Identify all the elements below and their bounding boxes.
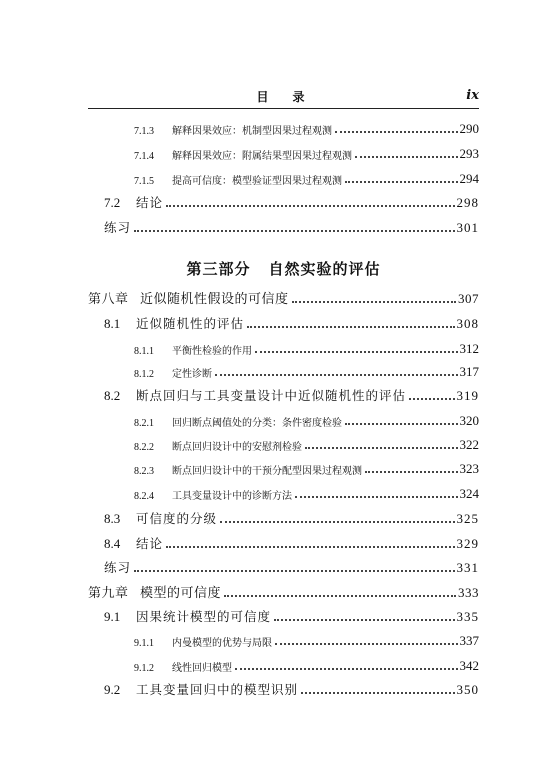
entry-page: 323 bbox=[459, 461, 479, 476]
entry-number: 8.4 bbox=[104, 536, 121, 551]
leader-dots bbox=[409, 398, 454, 400]
toc-entry[interactable] bbox=[104, 388, 479, 404]
entry-title: 模型的可信度 bbox=[140, 586, 222, 601]
entry-title: 断点回归设计中的干预分配型因果过程观测 bbox=[172, 466, 362, 477]
entry-title: 内曼模型的优势与局限 bbox=[172, 638, 272, 649]
toc-entry[interactable] bbox=[104, 316, 479, 332]
leader-dots bbox=[255, 351, 458, 353]
entry-page: 298 bbox=[456, 195, 479, 210]
entry-number: 8.2.3 bbox=[134, 466, 154, 477]
toc-entry[interactable] bbox=[104, 609, 479, 625]
leader-dots bbox=[134, 230, 454, 232]
entry-number: 7.1.3 bbox=[134, 126, 154, 137]
toc-entry[interactable] bbox=[134, 121, 479, 137]
leader-dots bbox=[166, 205, 454, 207]
entry-number: 9.1 bbox=[104, 609, 121, 624]
part-title: 自然实验的评估 bbox=[268, 260, 381, 278]
toc-entry[interactable] bbox=[104, 220, 479, 236]
toc-entry[interactable] bbox=[104, 560, 479, 576]
leader-dots bbox=[345, 423, 458, 425]
leader-dots bbox=[365, 471, 458, 473]
entry-title: 提高可信度：模型验证型因果过程观测 bbox=[172, 176, 342, 187]
entry-page: 329 bbox=[456, 536, 479, 551]
toc-entry[interactable] bbox=[134, 413, 479, 429]
toc-entry[interactable] bbox=[134, 461, 479, 477]
toc-entry[interactable] bbox=[104, 536, 479, 552]
leader-dots bbox=[345, 181, 458, 183]
entry-title: 解释因果效应：附属结果型因果过程观测 bbox=[172, 151, 352, 162]
leader-dots bbox=[235, 668, 458, 670]
entry-page: 322 bbox=[459, 437, 479, 452]
entry-page: 325 bbox=[456, 511, 479, 526]
entry-number: 8.2.4 bbox=[134, 491, 154, 502]
entry-page: 290 bbox=[459, 121, 479, 136]
entry-title: 练习 bbox=[104, 560, 132, 575]
running-header bbox=[88, 88, 479, 106]
leader-dots bbox=[166, 546, 454, 548]
entry-title: 结论 bbox=[136, 536, 164, 551]
toc-entry[interactable] bbox=[104, 682, 479, 698]
leader-dots bbox=[335, 131, 458, 133]
entry-page: 308 bbox=[456, 316, 479, 331]
entry-number: 9.2 bbox=[104, 682, 121, 697]
entry-title: 可信度的分级 bbox=[136, 511, 218, 526]
leader-dots bbox=[292, 301, 456, 303]
entry-title: 结论 bbox=[136, 195, 164, 210]
toc-entry[interactable] bbox=[134, 633, 479, 649]
leader-dots bbox=[134, 570, 454, 572]
entry-page: 337 bbox=[459, 633, 479, 648]
entry-page: 320 bbox=[459, 413, 479, 428]
entry-title: 线性回归模型 bbox=[172, 663, 232, 674]
entry-title: 因果统计模型的可信度 bbox=[136, 609, 272, 624]
entry-page: 293 bbox=[459, 146, 479, 161]
entry-number: 7.1.5 bbox=[134, 176, 154, 187]
part-heading bbox=[88, 258, 479, 279]
entry-number: 8.2 bbox=[104, 388, 121, 403]
entry-title: 工具变量设计中的诊断方法 bbox=[172, 491, 292, 502]
entry-number: 9.1.1 bbox=[134, 638, 154, 649]
entry-page: 312 bbox=[459, 341, 479, 356]
entry-number: 8.3 bbox=[104, 511, 121, 526]
entry-page: 331 bbox=[456, 560, 479, 575]
leader-dots bbox=[215, 374, 458, 376]
leader-dots bbox=[355, 156, 458, 158]
entry-page: 350 bbox=[456, 682, 479, 697]
entry-title: 近似随机性假设的可信度 bbox=[140, 292, 289, 307]
toc-entry[interactable] bbox=[134, 364, 479, 380]
toc-chapter-entry[interactable] bbox=[88, 291, 479, 307]
leader-dots bbox=[295, 496, 458, 498]
entry-title: 解释因果效应：机制型因果过程观测 bbox=[172, 126, 332, 137]
entry-page: 317 bbox=[459, 364, 479, 379]
entry-number: 7.1.4 bbox=[134, 151, 154, 162]
toc-entry[interactable] bbox=[134, 146, 479, 162]
toc-chapter-entry[interactable] bbox=[88, 585, 479, 601]
toc-entry[interactable] bbox=[134, 486, 479, 502]
entry-page: 301 bbox=[456, 220, 479, 235]
toc-entry[interactable] bbox=[104, 511, 479, 527]
entry-page: 294 bbox=[459, 171, 479, 186]
entry-title: 断点回归与工具变量设计中近似随机性的评估 bbox=[136, 388, 407, 403]
header-title: 目 录 bbox=[256, 90, 311, 104]
entry-title: 回归断点阈值处的分类：条件密度检验 bbox=[172, 418, 342, 429]
leader-dots bbox=[274, 619, 454, 621]
entry-number: 8.2.1 bbox=[134, 418, 154, 429]
entry-title: 定性诊断 bbox=[172, 369, 212, 380]
leader-dots bbox=[301, 692, 454, 694]
entry-number: 8.1 bbox=[104, 316, 121, 331]
entry-page: 333 bbox=[458, 585, 479, 600]
leader-dots bbox=[224, 595, 456, 597]
entry-number: 7.2 bbox=[104, 195, 121, 210]
entry-page: 342 bbox=[459, 658, 479, 673]
leader-dots bbox=[305, 447, 458, 449]
leader-dots bbox=[220, 521, 454, 523]
leader-dots bbox=[247, 326, 454, 328]
entry-title: 平衡性检验的作用 bbox=[172, 346, 252, 357]
toc-entry[interactable] bbox=[134, 341, 479, 357]
entry-title: 断点回归设计中的安慰剂检验 bbox=[172, 442, 302, 453]
entry-number: 9.1.2 bbox=[134, 663, 154, 674]
chapter-number: 第九章 bbox=[88, 586, 129, 601]
chapter-number: 第八章 bbox=[88, 292, 129, 307]
entry-number: 8.1.2 bbox=[134, 369, 154, 380]
entry-number: 8.2.2 bbox=[134, 442, 154, 453]
entry-page: 319 bbox=[456, 388, 479, 403]
entry-title: 工具变量回归中的模型识别 bbox=[136, 682, 299, 697]
entry-page: 335 bbox=[456, 609, 479, 624]
toc-entry[interactable] bbox=[104, 195, 479, 211]
entry-title: 近似随机性的评估 bbox=[136, 316, 245, 331]
toc-entry[interactable] bbox=[134, 171, 479, 187]
entry-title: 练习 bbox=[104, 220, 132, 235]
header-rule bbox=[88, 108, 479, 109]
entry-number: 8.1.1 bbox=[134, 346, 154, 357]
header-page-number: ix bbox=[466, 88, 479, 103]
toc-entry[interactable] bbox=[134, 658, 479, 674]
toc-entry[interactable] bbox=[134, 437, 479, 453]
leader-dots bbox=[275, 643, 458, 645]
part-label: 第三部分 bbox=[186, 260, 251, 278]
entry-page: 307 bbox=[458, 291, 479, 306]
entry-page: 324 bbox=[459, 486, 479, 501]
